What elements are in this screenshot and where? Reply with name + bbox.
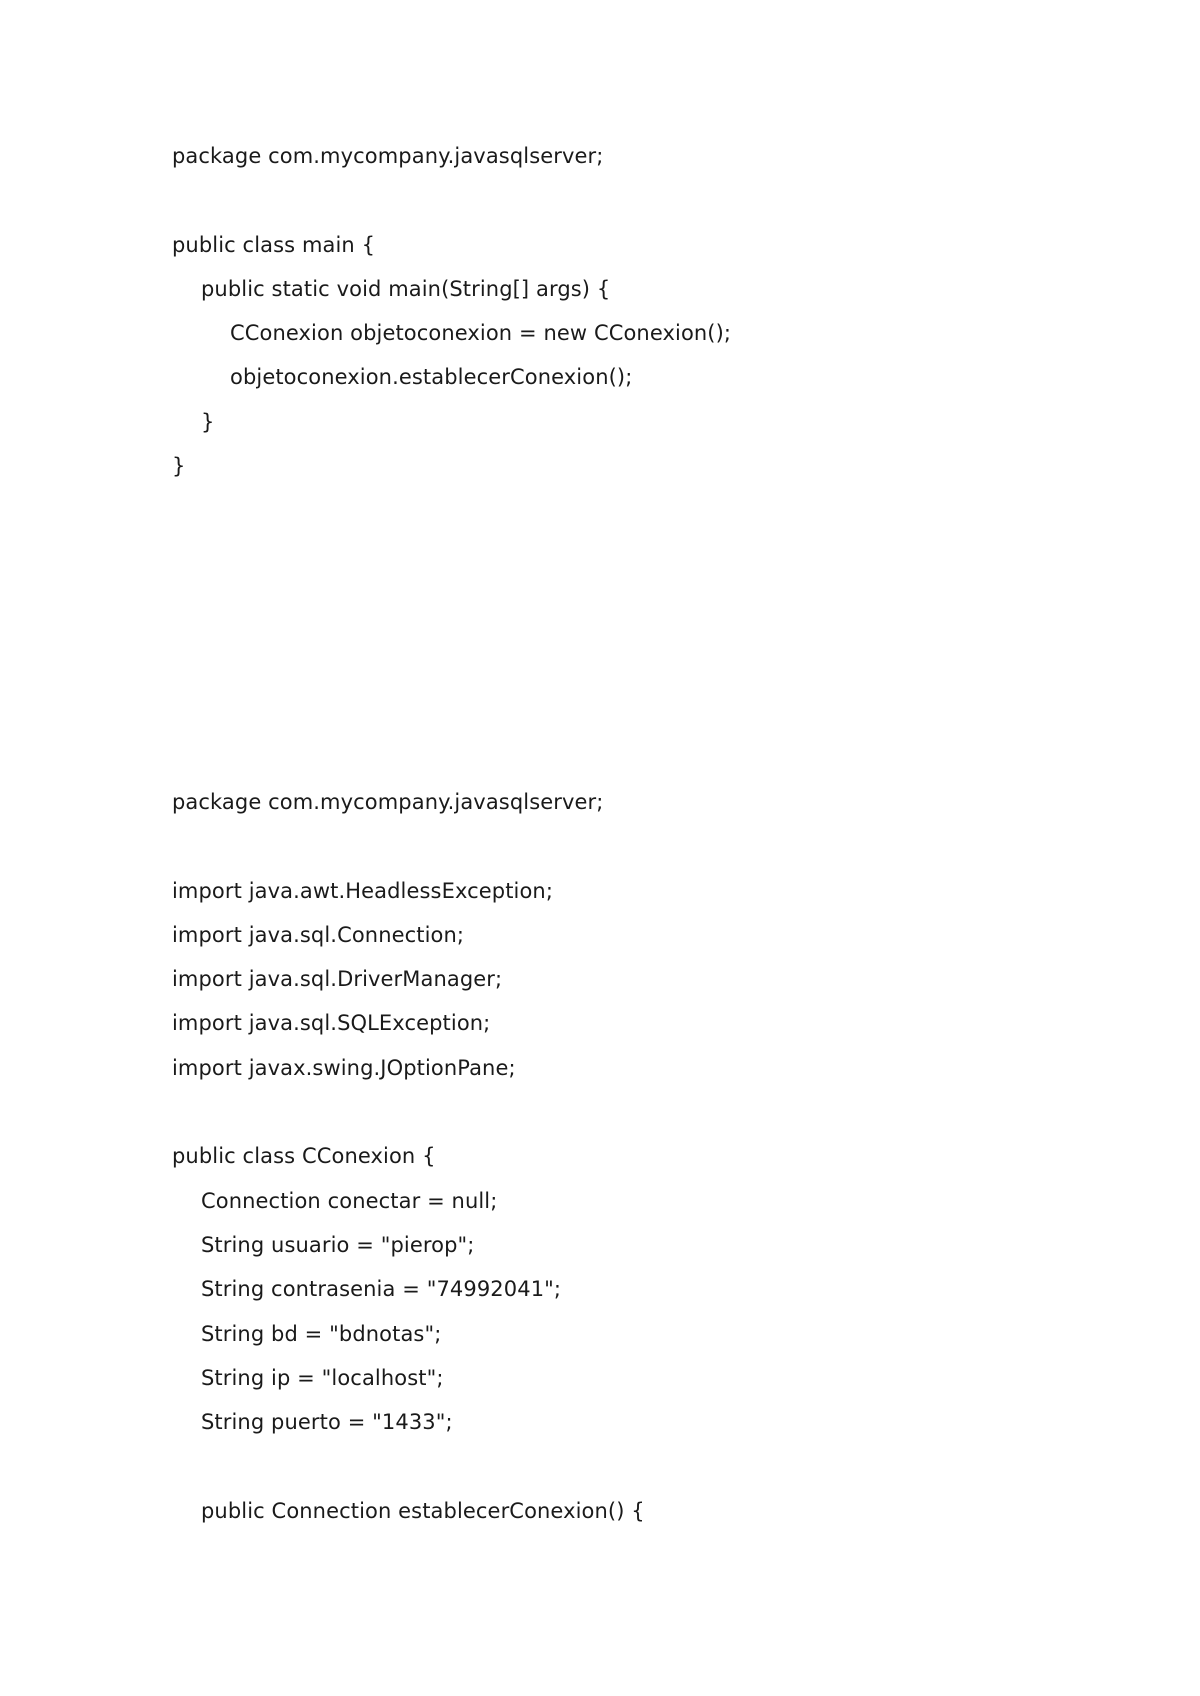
code-line: }	[201, 409, 215, 434]
code-line-blank	[172, 824, 1132, 868]
code-line-blank	[172, 178, 1132, 222]
code-line: public class CConexion {	[172, 1144, 436, 1169]
code-line-blank	[172, 1444, 1132, 1488]
code-line: public class main {	[172, 232, 376, 257]
code-line: CConexion objetoconexion = new CConexion();	[230, 321, 732, 346]
code-line: String bd = "bdnotas";	[201, 1321, 442, 1346]
code-line: import java.sql.DriverManager;	[172, 967, 503, 992]
code-line: package com.mycompany.javasqlserver;	[172, 790, 604, 814]
code-line: objetoconexion.establecerConexion();	[230, 365, 633, 390]
code-line-blank	[172, 1090, 1132, 1134]
code-line: public Connection establecerConexion() {	[201, 1498, 645, 1523]
code-block-cconexion-class	[172, 780, 1132, 1533]
code-line: public static void main(String[] args) {	[201, 276, 611, 301]
code-line: Connection conectar = null;	[201, 1188, 498, 1213]
code-line: import java.awt.HeadlessException;	[172, 878, 554, 903]
code-line: import java.sql.Connection;	[172, 922, 465, 947]
code-line: String ip = "localhost";	[201, 1365, 444, 1390]
code-line: String puerto = "1433";	[201, 1410, 453, 1435]
code-line: String contrasenia = "74992041";	[201, 1277, 562, 1302]
code-line: }	[172, 454, 186, 479]
code-line: String usuario = "pierop";	[201, 1232, 475, 1257]
code-line: package com.mycompany.javasqlserver;	[172, 144, 604, 168]
code-line: import javax.swing.JOptionPane;	[172, 1055, 516, 1080]
code-block-main-class	[172, 134, 1132, 488]
code-line: import java.sql.SQLException;	[172, 1011, 491, 1036]
